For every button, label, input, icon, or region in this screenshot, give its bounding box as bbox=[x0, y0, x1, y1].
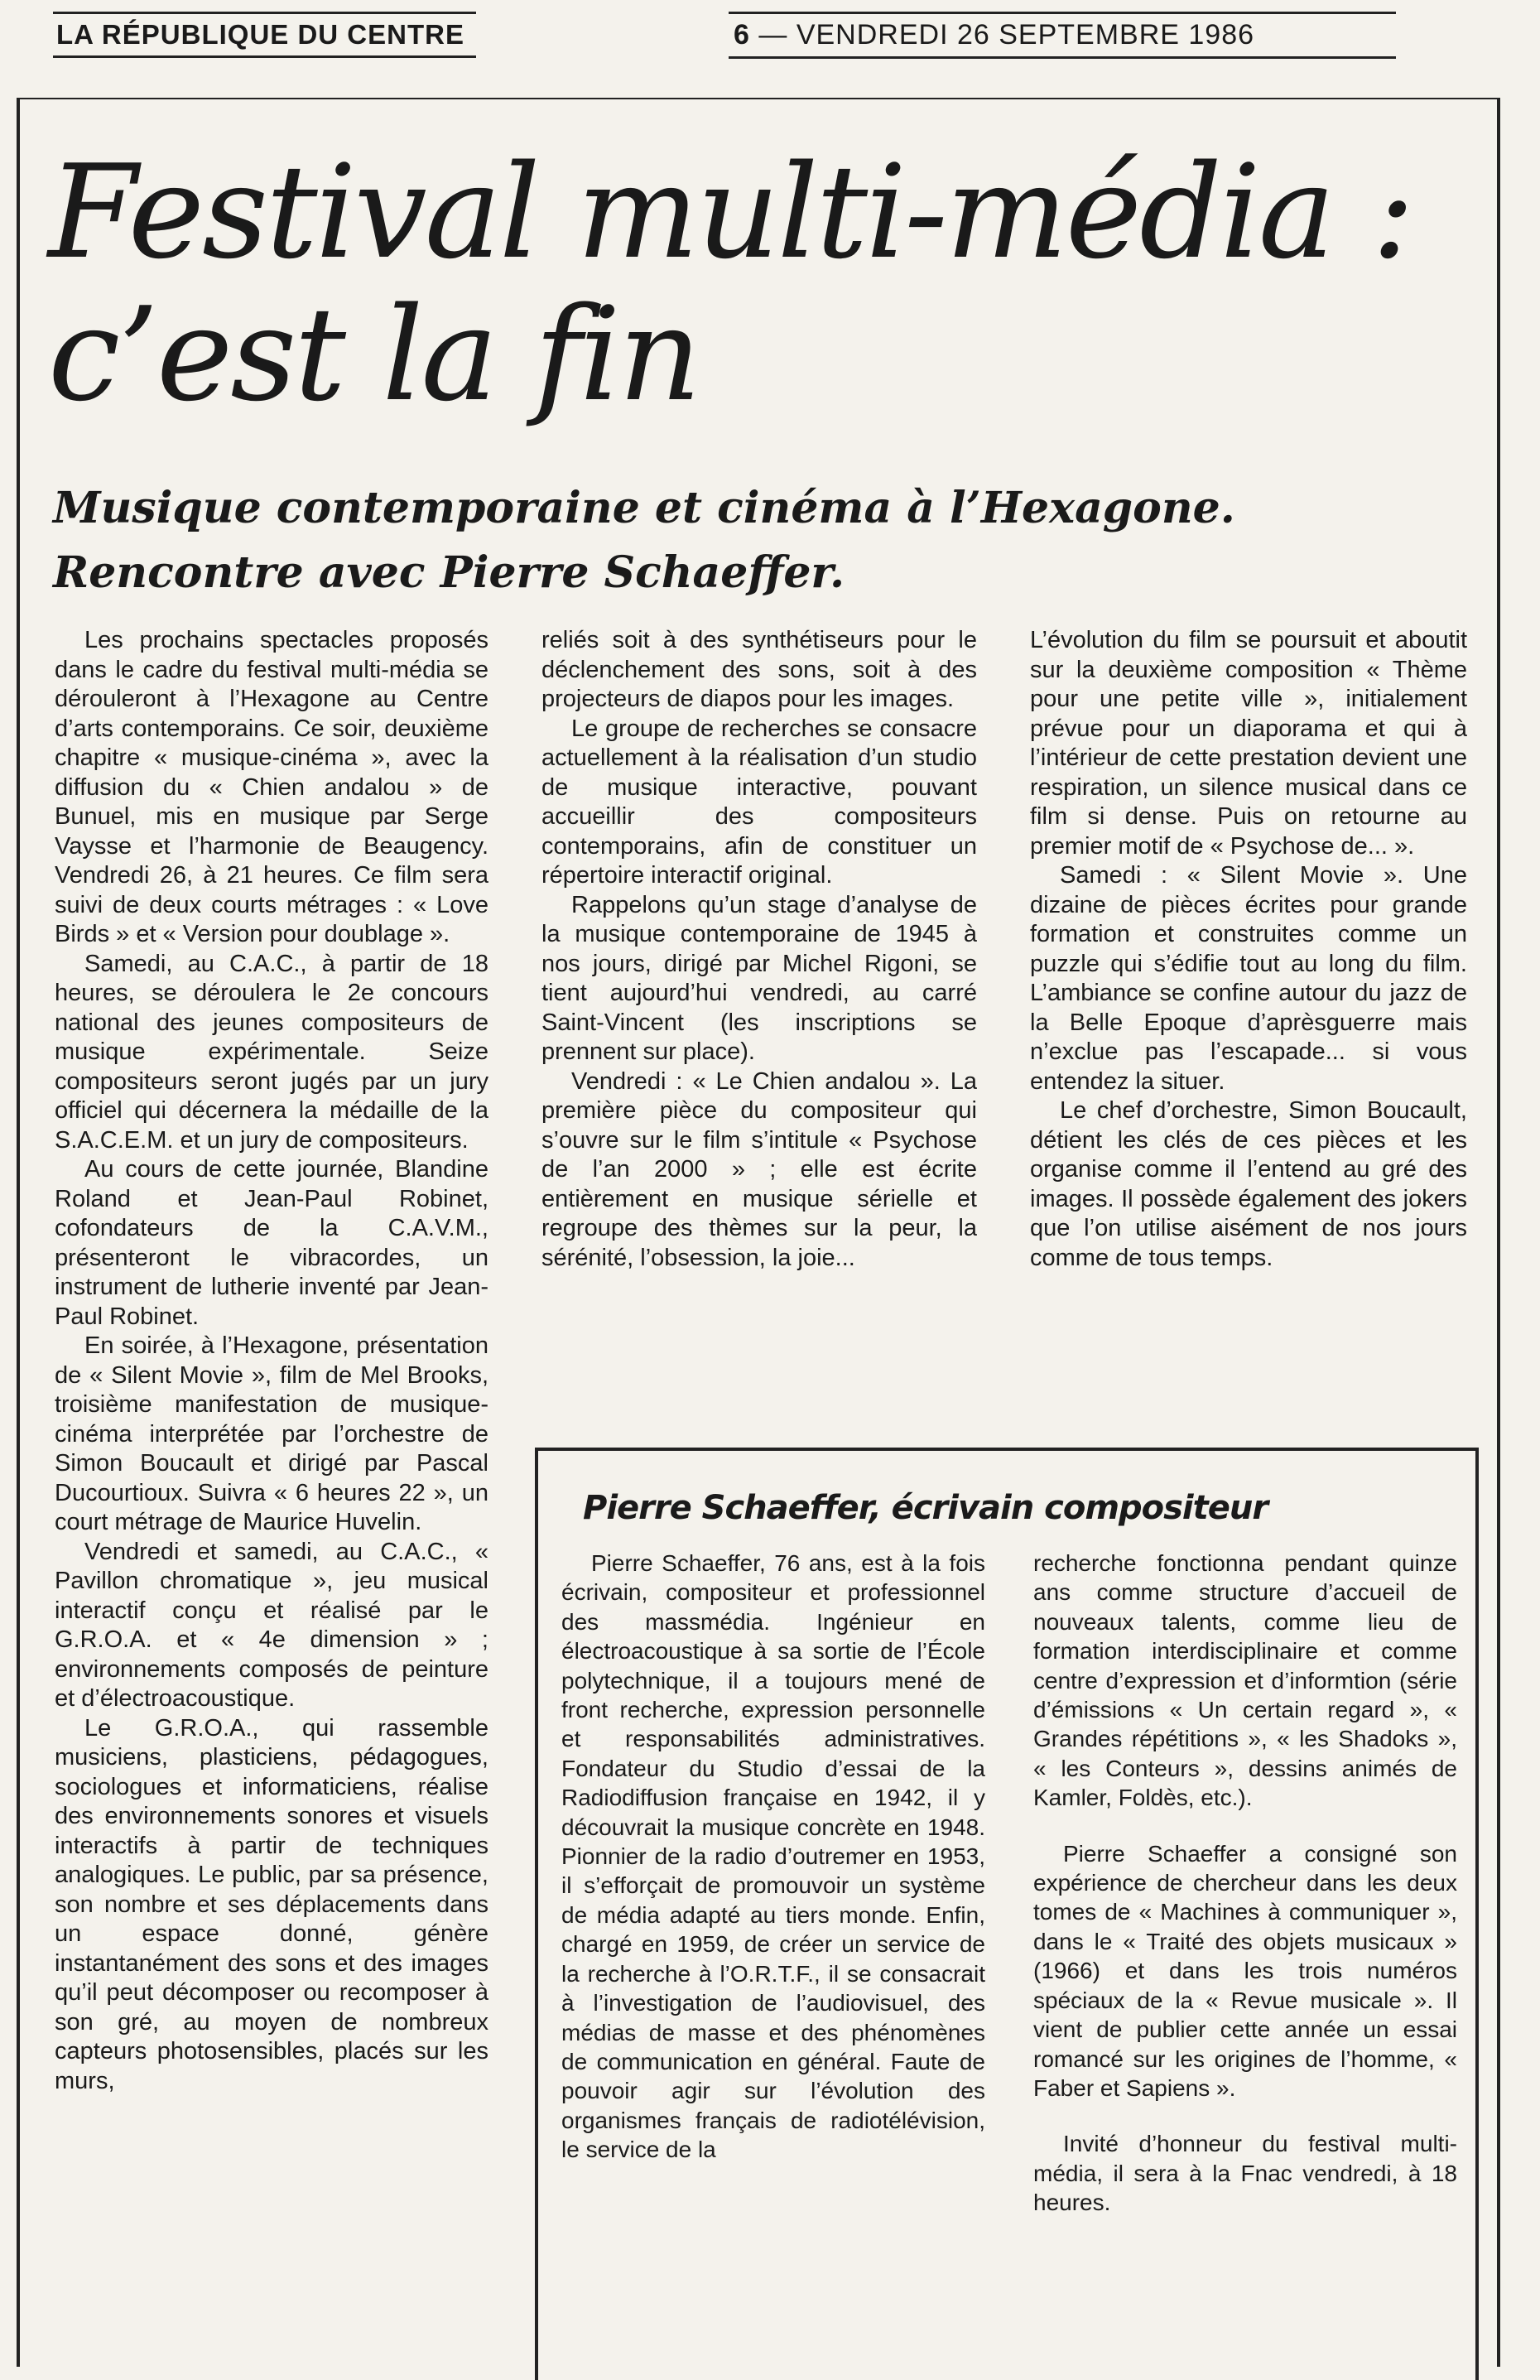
article-column-1 bbox=[55, 626, 488, 2096]
article-headline: Festival multi-média : c’est la fin bbox=[48, 137, 1413, 430]
paragraph: Au cours de cette journée, Blandine Roland et Jean-Paul Robinet, cofondateurs de la C.A.V.M., présenteront le vibracordes, un instrument de lutherie inventé par Jean-Paul Robinet. bbox=[55, 1156, 488, 1330]
article-column-3 bbox=[1030, 626, 1467, 1273]
paragraph: L’évolution du film se poursuit et aboutit sur la deuxième composition « Thème pour une petite ville », initialement prévue pour un diaporama et qui à l’intérieur de cette prestation devient une respiration, un silence musical dans ce film si dense. Puis on retourne au premier motif de « Psychose de... ». bbox=[1030, 627, 1467, 860]
paragraph: Le chef d’orchestre, Simon Boucault, détient les clés de ces pièces et les organise comme il l’entend au gré des images. Il possède également des jokers que l’on utilise aisément de nos jours comme de tous temps. bbox=[1030, 1097, 1467, 1271]
paragraph: Les prochains spectacles proposés dans le cadre du festival multi-média se dérouleront à l’Hexagone au Centre d’arts contemporains. Ce soir, deuxième chapitre « musique-cinéma », avec la diffusion du « Chien andalou » de Bunuel, mis en musique par Serge Vaysse et l’harmonie de Beaugency. Vendredi 26, à 21 heures. Ce film sera suivi de deux courts métrages : « Love Birds » et « Version pour doublage ». bbox=[55, 627, 488, 947]
article-column-2 bbox=[541, 626, 977, 1273]
sidebar-box bbox=[535, 1448, 1479, 2380]
newspaper-name: LA RÉPUBLIQUE DU CENTRE bbox=[53, 12, 476, 58]
paragraph: Pierre Schaeffer, 76 ans, est à la fois écrivain, compositeur et professionnel des massmédia. Ingénieur en électroacoustique à sa sortie de l’École polytechnique, il a toujours mené de front recherche, expression personnelle et responsabilités administratives. Fondateur du Studio d’essai de la Radiodiffusion française en 1942, il y découvrait la musique concrète en 1948. Pionnier de la radio d’outremer en 1953, il s’efforçait de promouvoir un système de média adapté au tiers monde. Enfin, chargé en 1959, de créer un service de la recherche à l’O.R.T.F., il se consacrait à l’investigation de l’audiovisuel, des médias de masse et des phénomènes de communication en général. Faute de pouvoir agir sur l’évolution des organismes français de radiotélévision, le service de la bbox=[561, 1550, 985, 2163]
page-number: 6 bbox=[734, 19, 750, 51]
paragraph: Samedi : « Silent Movie ». Une dizaine de pièces écrites pour grande formation et construites comme un puzzle qui s’édifie tout au long du film. L’ambiance se confine autour du jazz de la Belle Epoque d’aprèsguerre mais n’exclue pas l’escapade... si vous entendez la situer. bbox=[1030, 862, 1467, 1095]
paragraph: Invité d’honneur du festival multi-média, il sera à la Fnac vendredi, à 18 heures. bbox=[1033, 2131, 1457, 2216]
sidebar-column-1 bbox=[561, 1549, 985, 2191]
paragraph: En soirée, à l’Hexagone, présentation de « Silent Movie », film de Mel Brooks, troisième manifestation de musique-cinéma interprétée par l’orchestre de Simon Boucault et dirigé par Pascal Ducourtioux. Suivra « 6 heures 22 », un court métrage de Maurice Huvelin. bbox=[55, 1332, 488, 1535]
paragraph: Le groupe de recherches se consacre actuellement à la réalisation d’un studio de musique interactive, pouvant accueillir des compositeurs contemporains, afin de constituer un répertoire interactif original. bbox=[541, 715, 977, 889]
paragraph: reliés soit à des synthétiseurs pour le déclenchement des sons, soit à des projecteurs de diapos pour les images. bbox=[541, 627, 977, 712]
paragraph: Samedi, au C.A.C., à partir de 18 heures, se déroulera le 2e concours national des jeunes compositeurs de musique expérimentale. Seize compositeurs seront jugés par un jury officiel qui décernera la médaille de la S.A.C.E.M. et un jury de compositeurs. bbox=[55, 950, 488, 1154]
paragraph: Vendredi : « Le Chien andalou ». La première pièce du compositeur qui s’ouvre sur le film s’intitule « Psychose de l’an 2000 » ; elle est écrite entièrement en musique sérielle et regroupe des thèmes sur la peur, la sérénité, l’obsession, la joie... bbox=[541, 1067, 977, 1271]
sidebar-column-2 bbox=[1033, 1549, 1457, 2244]
page-date-line bbox=[729, 12, 1396, 59]
issue-date: — VENDREDI 26 SEPTEMBRE 1986 bbox=[758, 19, 1255, 51]
paragraph: Pierre Schaeffer a consigné son expérience de chercheur dans les deux tomes de « Machines à communiquer », dans le « Traité des objets musicaux » (1966) et dans les trois numéros spéciaux de la « Revue musicale ». Il vient de publier cette année un essai romancé sur les origines de l’homme, « Faber et Sapiens ». bbox=[1033, 1840, 1457, 2101]
paragraph: Le G.R.O.A., qui rassemble musiciens, plasticiens, pédagogues, sociologues et informaticiens, réalise des environnements sonores et visuels interactifs à partir de techniques analogiques. Le public, par sa présence, son nombre et ses déplacements dans un espace donné, génère instantanément des sons et des images qu’il peut décomposer ou recomposer à son gré, au moyen de nombreux capteurs photosensibles, placés sur les murs, bbox=[55, 1714, 488, 2094]
paragraph: Vendredi et samedi, au C.A.C., « Pavillon chromatique », jeu musical interactif conçu et réalisé par le G.R.O.A. et « 4e dimension » ; environnements composés de peinture et d’électroacoustique. bbox=[55, 1538, 488, 1712]
sidebar-title: Pierre Schaeffer, écrivain compositeur bbox=[583, 1489, 1268, 1527]
article-subhead: Musique contemporaine et cinéma à l’Hexagone. Rencontre avec Pierre Schaeffer. bbox=[53, 483, 1235, 598]
paragraph: Rappelons qu’un stage d’analyse de la musique contemporaine de 1945 à nos jours, dirigé par Michel Rigoni, se tient aujourd’hui vendredi, au carré Saint-Vincent (les inscriptions se prennent sur place). bbox=[541, 891, 977, 1065]
paragraph: recherche fonctionna pendant quinze ans comme structure d’accueil de nouveaux talents, comme lieu de formation interdisciplinaire et comme centre d’expression et d’informtion (série d’émissions « Un certain regard », « Grandes répétitions », « les Shadoks », « les Conteurs », dessins animés de Kamler, Foldès, etc.). bbox=[1033, 1550, 1457, 1811]
